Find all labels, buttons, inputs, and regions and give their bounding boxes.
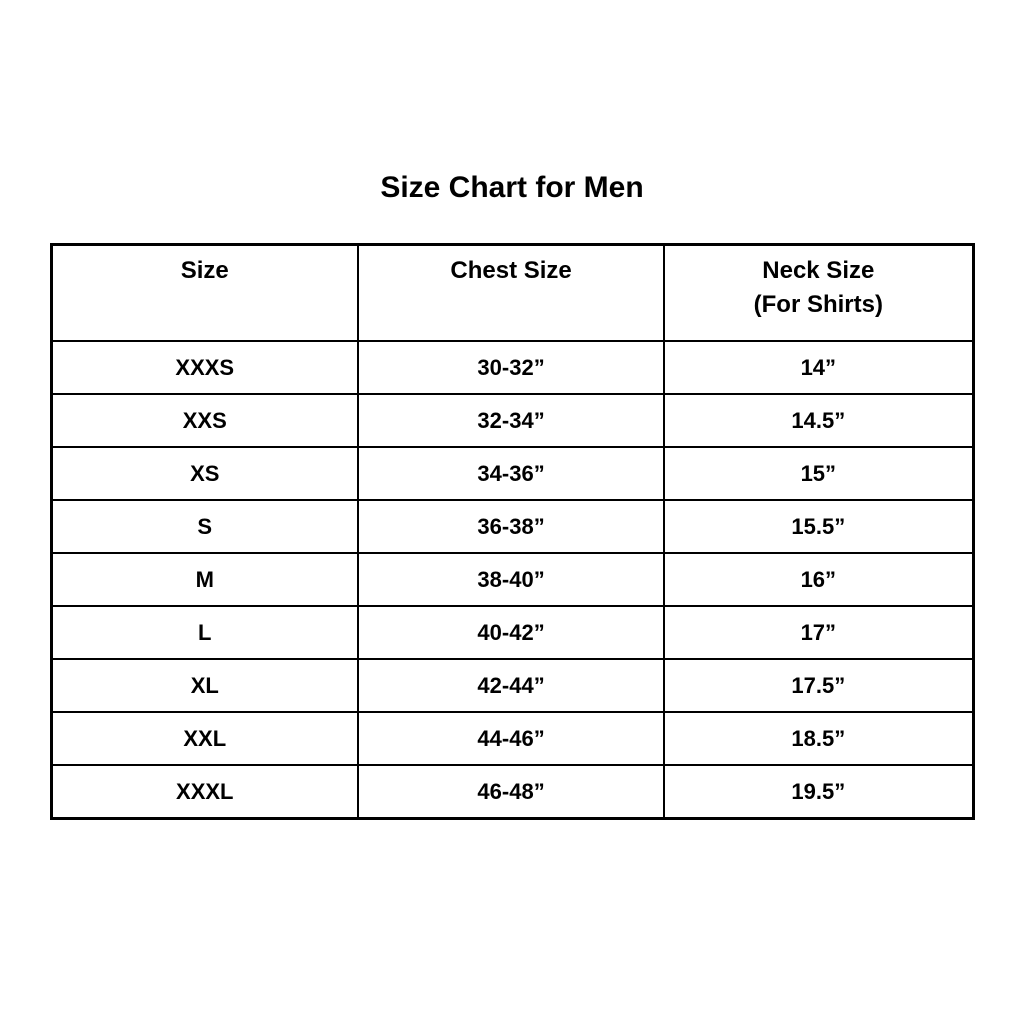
chest-size-cell: 34-36”: [358, 447, 664, 500]
column-header-neck-size-sublabel: (For Shirts): [753, 291, 883, 318]
size-cell: XL: [51, 659, 358, 712]
size-chart-table: [50, 243, 975, 820]
column-header-chest-size-label: Chest Size: [450, 257, 572, 284]
table-row: [51, 765, 973, 819]
neck-size-cell: 14.5”: [664, 394, 973, 447]
table-row: [51, 606, 973, 659]
column-header-chest-size: [358, 245, 664, 342]
chest-size-cell: 36-38”: [358, 500, 664, 553]
neck-size-cell: 17”: [664, 606, 973, 659]
table-row: [51, 341, 973, 394]
size-cell: XXL: [51, 712, 358, 765]
neck-size-cell: 18.5”: [664, 712, 973, 765]
column-header-size: [51, 245, 358, 342]
table-row: [51, 553, 973, 606]
size-cell: XS: [51, 447, 358, 500]
size-cell: L: [51, 606, 358, 659]
chest-size-cell: 30-32”: [358, 341, 664, 394]
chest-size-cell: 42-44”: [358, 659, 664, 712]
neck-size-cell: 19.5”: [664, 765, 973, 819]
table-row: [51, 712, 973, 765]
size-cell: M: [51, 553, 358, 606]
neck-size-cell: 16”: [664, 553, 973, 606]
neck-size-cell: 17.5”: [664, 659, 973, 712]
column-header-size-label: Size: [180, 257, 229, 284]
table-row: [51, 500, 973, 553]
table-row: [51, 447, 973, 500]
size-cell: XXXL: [51, 765, 358, 819]
table-row: [51, 659, 973, 712]
neck-size-cell: 15.5”: [664, 500, 973, 553]
chest-size-cell: 38-40”: [358, 553, 664, 606]
size-cell: XXS: [51, 394, 358, 447]
column-header-neck-size-label: Neck Size: [762, 257, 875, 284]
chest-size-cell: 44-46”: [358, 712, 664, 765]
size-cell: S: [51, 500, 358, 553]
table-row: [51, 394, 973, 447]
column-header-neck-size: [664, 245, 973, 342]
chest-size-cell: 40-42”: [358, 606, 664, 659]
page-title: Size Chart for Men: [380, 171, 644, 204]
neck-size-cell: 14”: [664, 341, 973, 394]
chest-size-cell: 46-48”: [358, 765, 664, 819]
size-cell: XXXS: [51, 341, 358, 394]
neck-size-cell: 15”: [664, 447, 973, 500]
header-row: [51, 245, 973, 342]
chest-size-cell: 32-34”: [358, 394, 664, 447]
